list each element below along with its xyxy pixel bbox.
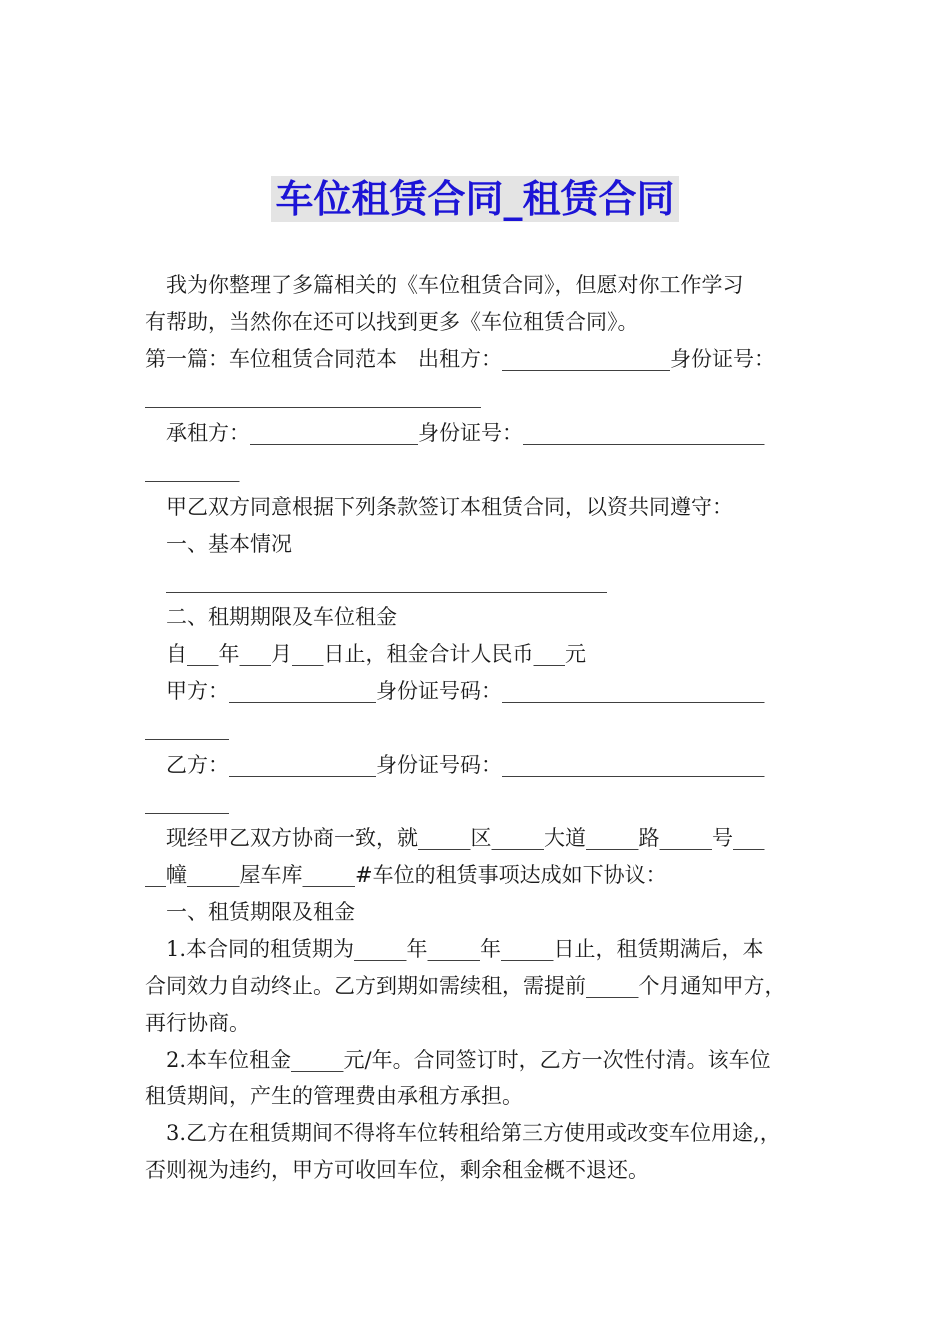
party-b-line: 乙方：______________身份证号码：_________________________: [166, 753, 765, 777]
lessee-id-blank: _________: [145, 458, 240, 482]
section-basic-heading: 一、基本情况: [166, 532, 292, 556]
location-line-2: __幢_____屋车库_____#车位的租赁事项达成如下协议：: [145, 863, 667, 887]
clause-1-line-1: 1.本合同的租赁期为_____年_____年_____日止，租赁期满后，本: [166, 937, 764, 961]
location-line-1: 现经甲乙双方协商一致，就_____区_____大道_____路_____号___: [166, 826, 765, 850]
lessee-line: 承租方：________________身份证号：_______________________: [166, 421, 765, 445]
clause-2-line-2: 租赁期间，产生的管理费由承租方承担。: [145, 1084, 523, 1108]
party-a-line: 甲方：______________身份证号码：_________________________: [166, 679, 765, 703]
paragraph-intro-line-2: 有帮助，当然你在还可以找到更多《车位租赁合同》。: [145, 310, 639, 334]
document-title: 车位租赁合同_租赁合同: [271, 176, 678, 222]
lessor-line: 第一篇：车位租赁合同范本 出租方：________________身份证号：: [145, 347, 775, 371]
clause-1-line-3: 再行协商。: [145, 1011, 250, 1035]
term-rent-line: 自___年___月___日止，租金合计人民币___元: [166, 642, 586, 666]
agreement-line: 甲乙双方同意根据下列条款签订本租赁合同，以资共同遵守：: [166, 495, 733, 519]
lessor-id-blank: ________________________________: [145, 384, 481, 408]
clause-3-line-1: 3.乙方在租赁期间不得将车位转租给第三方使用或改变车位用途,，: [166, 1121, 781, 1145]
basic-info-blank: __________________________________________: [166, 569, 607, 593]
clause-2-line-1: 2.本车位租金_____元/年。合同签订时，乙方一次性付清。该车位: [166, 1048, 771, 1072]
party-a-id-blank: ________: [145, 716, 229, 740]
section-lease-heading: 一、租赁期限及租金: [166, 900, 355, 924]
party-b-id-blank: ________: [145, 790, 229, 814]
paragraph-intro-line-1: 我为你整理了多篇相关的《车位租赁合同》，但愿对你工作学习: [166, 273, 744, 297]
title-container: [0, 176, 950, 222]
section-term-heading: 二、租期期限及车位租金: [166, 605, 397, 629]
clause-3-line-2: 否则视为违约，甲方可收回车位，剩余租金概不退还。: [145, 1158, 649, 1182]
clause-1-line-2: 合同效力自动终止。乙方到期如需续租，需提前_____个月通知甲方，: [145, 974, 786, 998]
